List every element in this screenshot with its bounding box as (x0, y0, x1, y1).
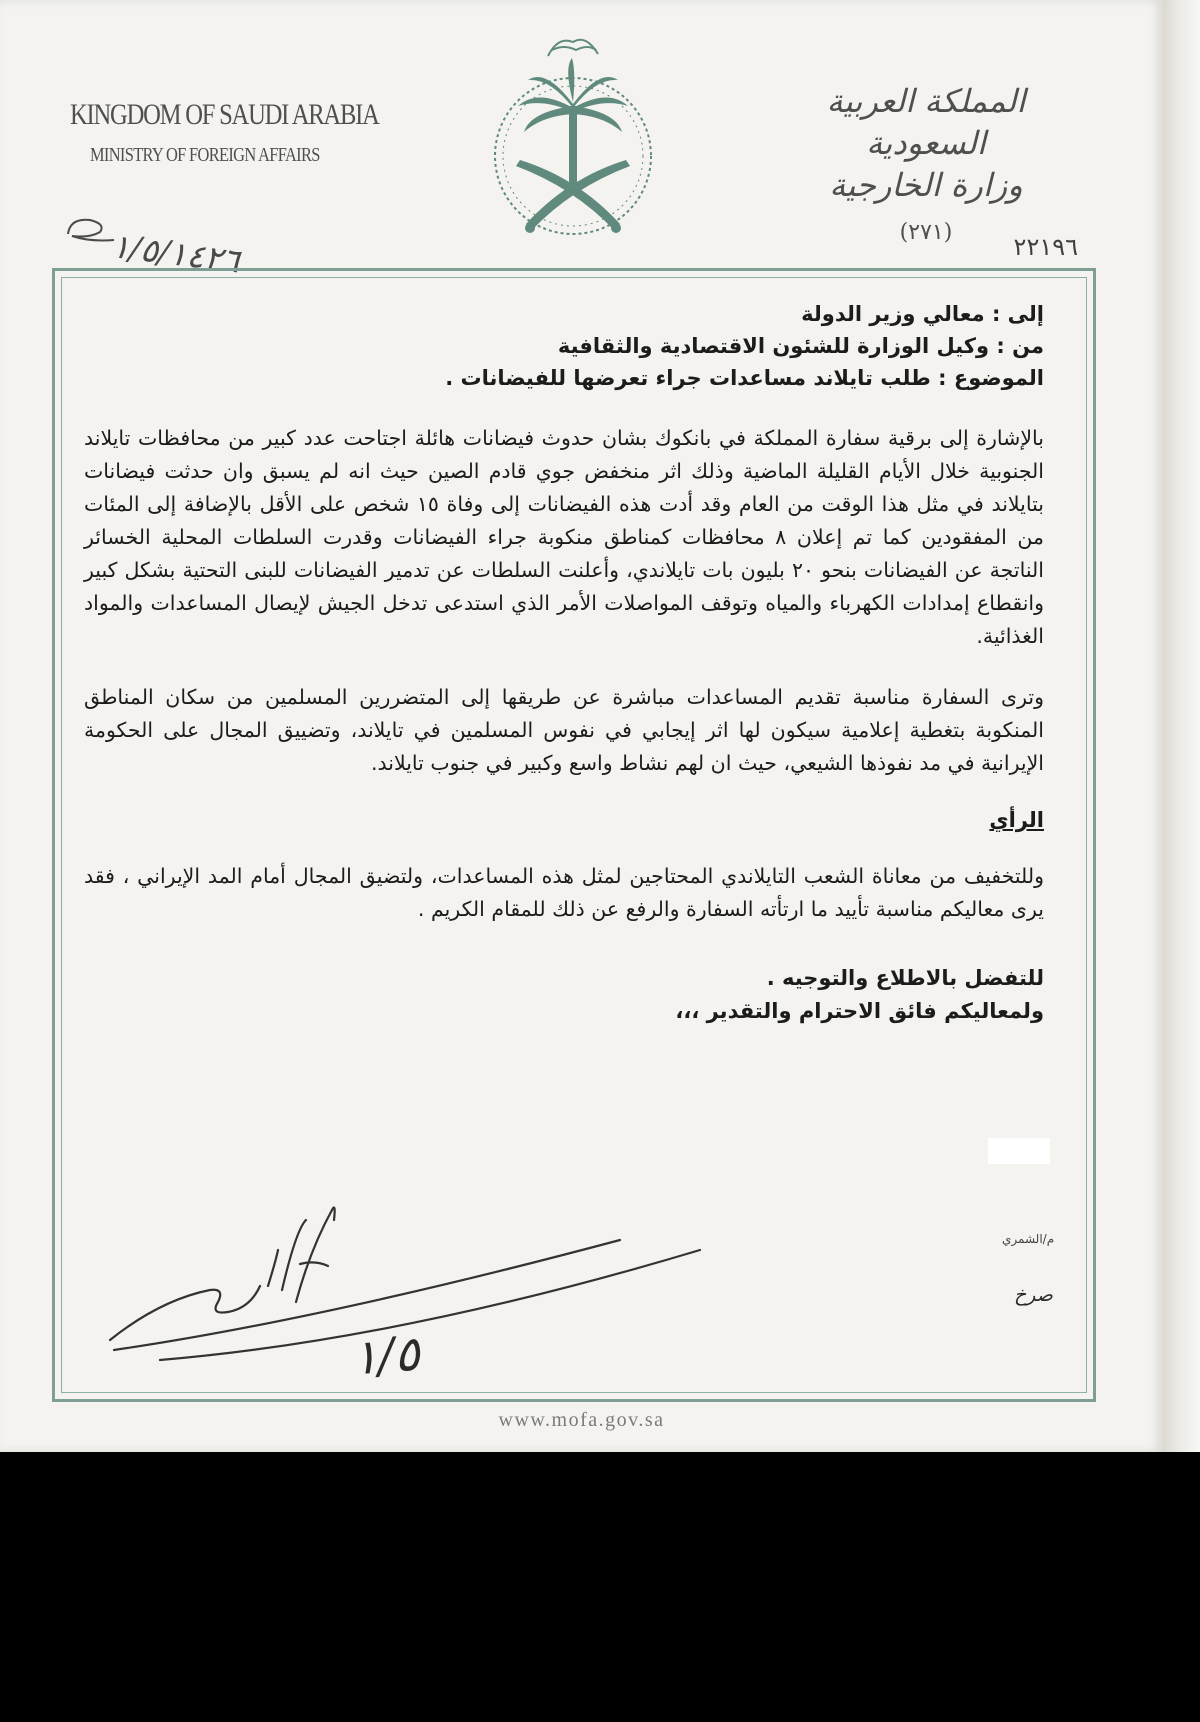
closing-line-2: ولمعاليكم فائق الاحترام والتقدير ،،، (675, 999, 1044, 1023)
signature-date: ١/٥ (350, 1325, 422, 1387)
redaction-box (988, 1138, 1050, 1164)
letterhead-ar-code: (٢٧١) (899, 220, 953, 245)
closing-block (84, 962, 1044, 1028)
recipient-line: إلى : معالي وزير الدولة (801, 302, 1044, 326)
letterhead-english (70, 98, 446, 167)
address-block (84, 298, 1044, 394)
letterhead-en-subtitle: MINISTRY OF FOREIGN AFFAIRS (90, 144, 320, 166)
paragraph-embassy-cable: بالإشارة إلى برقية سفارة المملكة في بانكوك بشان حدوث فيضانات هائلة اجتاحت عدد كبير من محافظات تايلاند الجنوبية خلال الأيام القليلة الماضية وذلك اثر منخفض جوي قادم الصين حيث انه لم يسبق وان حدثت فيضانات بتايلاند في مثل هذا الوقت من العام وقد أدت هذه الفيضانات إلى وفاة ١٥ شخص على الأقل بالإضافة إلى المئات من المفقودين كما تم إعلان ٨ محافظات كمناطق منكوبة جراء الفيضانات وقدرت السلطات المحلية الخسائر الناتجة عن الفيضانات بنحو ٢٠ بليون بات تايلاندي، وأعلنت السلطات عن تدمير الفيضانات للبنى التحتية بشكل كبير وانقطاع إمدادات الكهرباء والمياه وتوقف المواصلات الأمر الذي استدعى تدخل الجيش لإيصال المساعدات والمواد الغذائية. (84, 426, 1045, 648)
reviewer-initial-mark: صرخ (1014, 1284, 1053, 1306)
letterhead-ar-subtitle: وزارة الخارجية (829, 166, 1023, 204)
closing-line-1: للتفضل بالاطلاع والتوجيه . (766, 966, 1044, 990)
letter-body (84, 298, 1044, 1028)
paragraph-opinion: وللتخفيف من معاناة الشعب التايلاندي المحتاجين لمثل هذه المساعدات، ولتضيق المجال أمام المد الإيراني ، فقد يرى معاليكم مناسبة تأييد ما ارتأته السفارة والرفع عن ذلك للمقام الكريم . (84, 864, 1044, 921)
emblem-palm-swords-icon (468, 28, 678, 258)
letterhead-arabic (776, 80, 1076, 245)
letterhead-ar-title: المملكة العربية السعودية (826, 82, 1026, 162)
sender-line: من : وكيل الوزارة للشئون الاقتصادية والثقافية (557, 334, 1044, 358)
reference-number: ٢٢١٩٦ (1013, 233, 1078, 261)
page-edge (1163, 0, 1200, 1452)
paragraph-embassy-view: وترى السفارة مناسبة تقديم المساعدات مباشرة عن طريقها إلى المتضررين المسلمين من سكان المناطق المنكوبة بتغطية إعلامية سيكون لها اثر إيجابي في نفوس المسلمين في تايلاند، وتضييق المجال على الحكومة الإيرانية في مد نفوذها الشيعي، حيث ان لهم نشاط واسع وكبير في جنوب تايلاند. (84, 685, 1044, 775)
opinion-heading: الرأي (989, 808, 1044, 832)
letterhead-en-title: KINGDOM OF SAUDI ARABIA (70, 98, 379, 131)
subject-line: الموضوع : طلب تايلاند مساعدات جراء تعرضها للفيضانات . (445, 366, 1044, 390)
footer-website: www.mofa.gov.sa (498, 1409, 665, 1431)
typist-initials: م/الشمري (1002, 1232, 1055, 1246)
handwritten-date: ١/٥/١٤٢٦ (109, 226, 243, 281)
